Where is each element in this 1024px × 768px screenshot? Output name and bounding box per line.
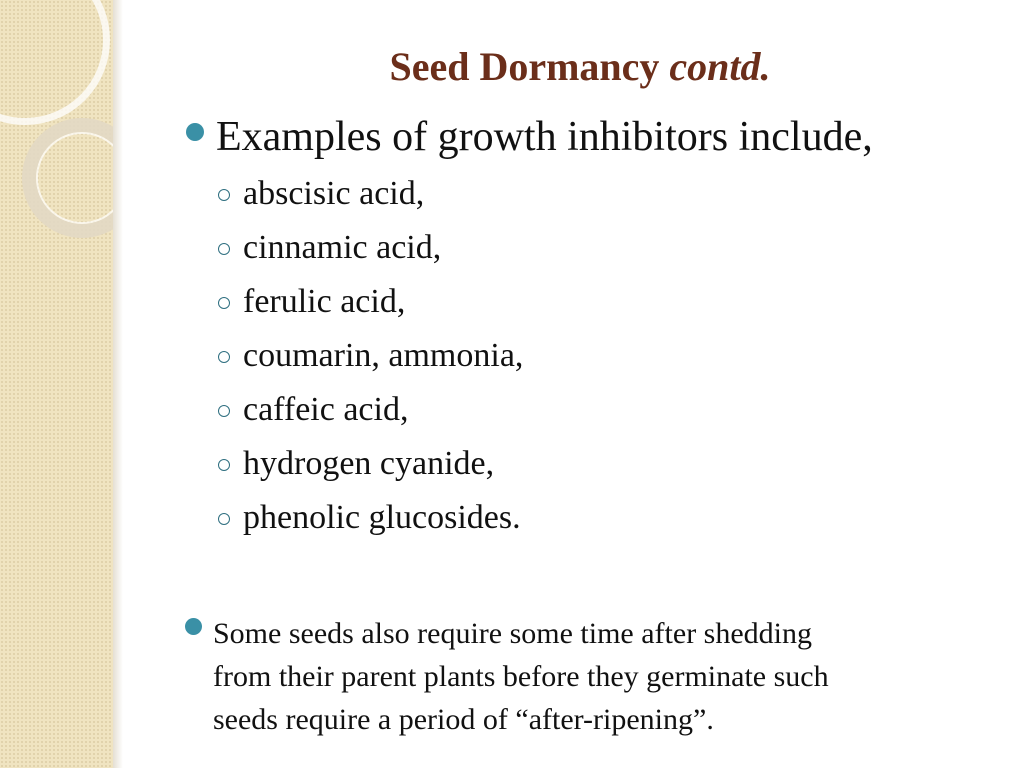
sub-list-item [218, 444, 818, 484]
paragraph-line: from their parent plants before they germinate such [213, 660, 829, 693]
sub-item-text: ferulic acid, [243, 283, 406, 320]
slide-title [290, 42, 870, 92]
sub-item-text: cinnamic acid, [243, 229, 442, 266]
title-main: Seed Dormancy [389, 44, 670, 89]
sub-item-text: hydrogen cyanide, [243, 445, 495, 482]
hollow-circle-bullet-icon [218, 513, 230, 525]
bullet-text: Examples of growth inhibitors include, [216, 114, 873, 160]
decorative-ring-large [0, 0, 110, 125]
paragraph-text [213, 612, 973, 741]
sub-list-item [218, 336, 818, 376]
sub-list-item [218, 228, 818, 268]
hollow-circle-bullet-icon [218, 351, 230, 363]
sidebar-shadow [113, 0, 123, 768]
filled-circle-bullet-icon [186, 123, 204, 141]
hollow-circle-bullet-icon [218, 297, 230, 309]
hollow-circle-bullet-icon [218, 243, 230, 255]
sub-item-text: caffeic acid, [243, 391, 409, 428]
title-italic: contd. [669, 44, 771, 89]
hollow-circle-bullet-icon [218, 189, 230, 201]
paragraph-line: Some seeds also require some time after shedding [213, 617, 813, 650]
sub-list-item [218, 498, 818, 538]
sub-list-item [218, 390, 818, 430]
sub-item-text: abscisic acid, [243, 175, 425, 212]
bullet-item-after-ripening [176, 612, 976, 742]
sub-item-text: coumarin, ammonia, [243, 337, 524, 374]
paragraph-line: seeds require a period of “after-ripening”. [213, 703, 714, 736]
sub-list-item [218, 174, 818, 214]
sub-list-item [218, 282, 818, 322]
hollow-circle-bullet-icon [218, 405, 230, 417]
bullet-item-examples [176, 114, 956, 164]
filled-circle-bullet-icon [185, 618, 202, 635]
sub-item-text: phenolic glucosides. [243, 499, 521, 536]
decorative-sidebar [0, 0, 113, 768]
hollow-circle-bullet-icon [218, 459, 230, 471]
